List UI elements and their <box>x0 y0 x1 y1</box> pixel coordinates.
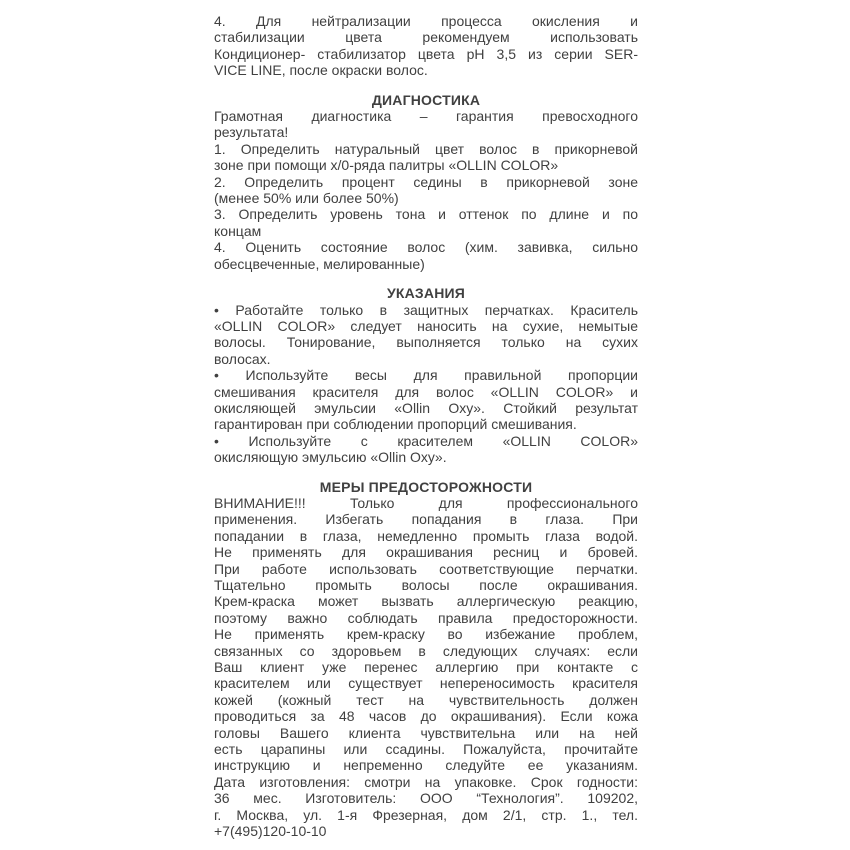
text-line: Крем-краска может вызвать аллергическую реакцию, <box>214 593 638 610</box>
section <box>214 13 638 79</box>
paragraph <box>214 367 638 433</box>
text-line: г. Москва, ул. 1-я Фрезерная, дом 2/1, стр. 1., тел. <box>214 806 638 823</box>
text-line: концам <box>214 222 262 239</box>
text-line: головы Вашего клиента чувствительна или на ней <box>214 724 638 741</box>
paragraph <box>214 433 638 466</box>
section <box>214 92 638 272</box>
text-line: кожей (кожный тест на чувствительность должен <box>214 691 638 708</box>
text-line: Не применять для окрашивания ресниц и бровей. <box>214 544 638 561</box>
paragraph <box>214 302 638 368</box>
text-line: результата! <box>214 124 289 141</box>
text-line: поэтому важно соблюдать правила предосторожности. <box>214 609 638 626</box>
text-line: инструкцию и непременно следуйте ее указаниям. <box>214 757 638 774</box>
text-line: стабилизации цвета рекомендуем использовать <box>214 29 638 46</box>
text-line: волосах. <box>214 350 271 367</box>
text-line: гарантирован при соблюдении пропорций смешивания. <box>214 416 577 433</box>
section-heading: ДИАГНОСТИКА <box>371 91 481 108</box>
paragraph <box>214 141 638 174</box>
text-line: есть царапины или ссадины. Пожалуйста, прочитайте <box>214 741 638 758</box>
document-content <box>214 13 638 840</box>
text-line: VICE LINE, после окраски волос. <box>214 62 428 79</box>
text-line: 1. Определить натуральный цвет волос в прикорневой <box>214 140 638 157</box>
text-line: Тщательно промыть волосы после окрашивания. <box>214 577 638 593</box>
text-line: красителем или существует непереносимость красителя <box>214 675 638 692</box>
text-line: смешивания красителя для волос «OLLIN COLOR» и <box>214 383 638 400</box>
paragraph <box>214 174 638 207</box>
text-line: Дата изготовления: смотри на упаковке. Срок годности: <box>214 773 638 790</box>
text-line: • Используйте весы для правильной пропорции <box>214 367 638 384</box>
text-line: связанных со здоровьем в следующих случаях: если <box>214 642 638 659</box>
text-line: проводиться за 48 часов до окрашивания). Если кожа <box>214 708 638 725</box>
text-line: +7(495)120-10-10 <box>214 823 327 840</box>
text-line: Кондиционер- стабилизатор цвета pH 3,5 из серии SER- <box>214 45 638 62</box>
text-line: 4. Для нейтрализации процесса окисления и <box>214 13 638 29</box>
paragraph <box>214 13 638 79</box>
text-line: Не применять крем-краску во избежание проблем, <box>214 626 638 643</box>
paragraph <box>214 108 638 141</box>
section <box>214 285 638 465</box>
section-heading: МЕРЫ ПРЕДОСТОРОЖНОСТИ <box>319 478 533 495</box>
text-line: Ваш клиент уже перенес аллергию при контакте с <box>214 659 638 676</box>
paragraph <box>214 495 638 840</box>
text-line: попадании в глаза, немедленно промыть глаза водой. <box>214 527 638 544</box>
paragraph <box>214 206 638 239</box>
text-line: окисляющей эмульсии «Ollin Oxy». Стойкий результат <box>214 399 638 416</box>
paragraph <box>214 239 638 272</box>
text-line: • Работайте только в защитных перчатках. Краситель <box>214 301 638 318</box>
text-line: 3. Определить уровень тона и оттенок по длине и по <box>214 206 638 223</box>
section-heading: УКАЗАНИЯ <box>386 285 466 302</box>
text-line: 4. Оценить состояние волос (хим. завивка, сильно <box>214 239 638 256</box>
text-line: применения. Избегать попадания в глаза. При <box>214 511 638 528</box>
text-line: волосы. Тонирование, выполняется только на сухих <box>214 334 638 351</box>
text-line: зоне при помощи х/0-ряда палитры «OLLIN COLOR» <box>214 157 559 174</box>
text-line: 36 мес. Изготовитель: ООО “Технология”. 109202, <box>214 790 638 807</box>
section <box>214 479 638 840</box>
text-line: (менее 50% или более 50%) <box>214 190 399 207</box>
text-line: окисляющую эмульсию «Ollin Oxy». <box>214 449 447 466</box>
text-line: обесцвеченные, мелированные) <box>214 255 425 272</box>
text-line: «OLLIN COLOR» следует наносить на сухие, немытые <box>214 317 638 334</box>
text-line: 2. Определить процент седины в прикорневой зоне <box>214 173 638 190</box>
text-line: При работе использовать соответствующие перчатки. <box>214 560 638 577</box>
text-line: Грамотная диагностика – гарантия превосходного <box>214 108 638 125</box>
text-line: • Используйте с красителем «OLLIN COLOR» <box>214 432 638 449</box>
text-line: ВНИМАНИЕ!!! Только для профессионального <box>214 494 638 511</box>
